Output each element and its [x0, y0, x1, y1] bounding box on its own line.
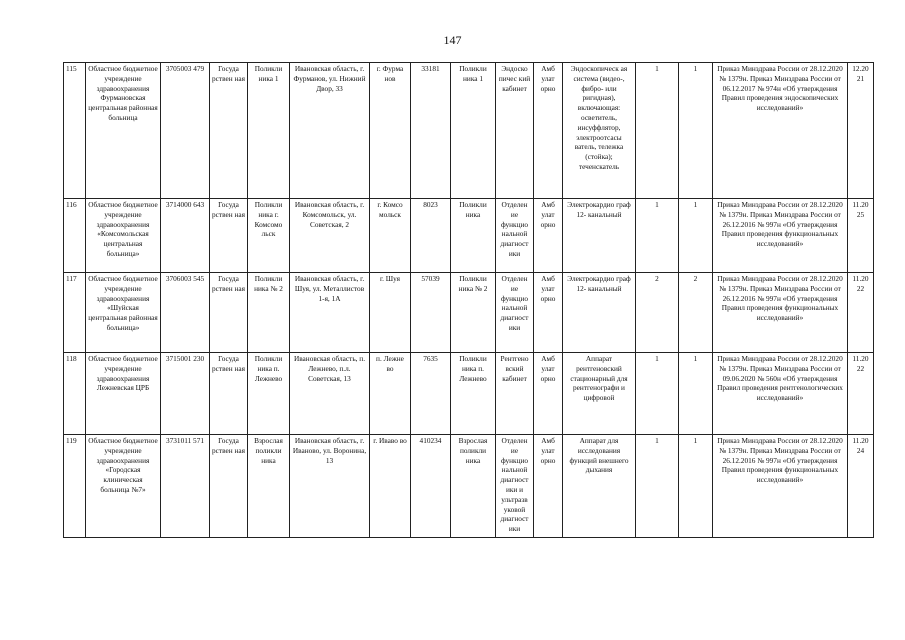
- department-name: Взрослая поликли ника: [248, 435, 290, 538]
- organization-name: Областное бюджетное учреждение здравоохранения Лежневская ЦРБ: [86, 353, 161, 435]
- quantity-1: 1: [636, 353, 679, 435]
- ownership-form: Госуда рствен ная: [210, 353, 248, 435]
- department-name: Поликли ника № 2: [248, 273, 290, 353]
- index-code: 410234: [411, 435, 451, 538]
- department-name: Поликли ника 1: [248, 63, 290, 199]
- page-number: 147: [443, 33, 462, 47]
- unit-name: Взрослая поликли ника: [451, 435, 496, 538]
- row-number: 119: [64, 435, 86, 538]
- order-reference: Приказ Минздрава России от 28.12.2020 № 1379н. Приказ Минздрава России от 06.12.2017 № 974н «Об утверждения Правил проведения эндоскопических исследований»: [713, 63, 848, 199]
- department-name: Поликли ника г. Комсомо льск: [248, 199, 290, 273]
- quantity-1: 1: [636, 199, 679, 273]
- row-number: 118: [64, 353, 86, 435]
- quantity-2: 1: [679, 435, 713, 538]
- date: 11.20 22: [848, 353, 874, 435]
- table-row: [64, 273, 874, 353]
- city: п. Лежне во: [370, 353, 411, 435]
- index-code: 33181: [411, 63, 451, 199]
- city: г. Иваво во: [370, 435, 411, 538]
- equipment-name: Аппарат рентгеновский стационарный для рентгенографи и цифровой: [563, 353, 636, 435]
- quantity-1: 2: [636, 273, 679, 353]
- quantity-2: 1: [679, 199, 713, 273]
- cabinet-name: Рентгено вский кабинет: [496, 353, 534, 435]
- organization-code: 3715001 230: [161, 353, 210, 435]
- index-code: 57039: [411, 273, 451, 353]
- row-number: 116: [64, 199, 86, 273]
- date: 12.20 21: [848, 63, 874, 199]
- index-code: 8023: [411, 199, 451, 273]
- date: 11.20 22: [848, 273, 874, 353]
- organization-code: 3705003 479: [161, 63, 210, 199]
- cabinet-name: Отделен ие функцио нальной диагност ики: [496, 199, 534, 273]
- row-number: 115: [64, 63, 86, 199]
- table-row: [64, 435, 874, 538]
- city: г. Шуя: [370, 273, 411, 353]
- table-row: [64, 63, 874, 199]
- address: Ивановская область, п. Лежнево, п.л. Советская, 13: [290, 353, 370, 435]
- address: Ивановская область, г. Комсомольск, ул. Советская, 2: [290, 199, 370, 273]
- organization-name: Областное бюджетное учреждение здравоохранения «Комсомольская центральная больница»: [86, 199, 161, 273]
- organization-code: 3706003 545: [161, 273, 210, 353]
- table-row: [64, 353, 874, 435]
- quantity-1: 1: [636, 63, 679, 199]
- cabinet-name: Отделен ие функцио нальной диагност ики и ультразв уковой диагност ики: [496, 435, 534, 538]
- department-name: Поликли ника п. Лежнево: [248, 353, 290, 435]
- unit-name: Поликли ника № 2: [451, 273, 496, 353]
- equipment-registry-table: [63, 62, 874, 538]
- organization-code: 3731011 571: [161, 435, 210, 538]
- cabinet-name: Отделен ие функцио нальной диагност ики: [496, 273, 534, 353]
- organization-name: Областное бюджетное учреждение здравоохранения Фурмановская центральная районная больница: [86, 63, 161, 199]
- row-number: 117: [64, 273, 86, 353]
- unit-name: Поликли ника п. Лежнево: [451, 353, 496, 435]
- order-reference: Приказ Минздрава России от 28.12.2020 № 1379н. Приказ Минздрава России от 26.12.2016 № 997н «Об утверждения Правил проведения функциональных исследований»: [713, 435, 848, 538]
- index-code: 7635: [411, 353, 451, 435]
- address: Ивановская область, г. Иваново, ул. Воронина, 13: [290, 435, 370, 538]
- care-type: Амб улат орно: [534, 273, 563, 353]
- organization-name: Областное бюджетное учреждение здравоохранения «Шуйская центральная районная больница»: [86, 273, 161, 353]
- unit-name: Поликли ника: [451, 199, 496, 273]
- ownership-form: Госуда рствен ная: [210, 63, 248, 199]
- equipment-name: Эндоскопическ ая система (видео-, фибро- или ригидная), включающая: осветитель, инсуффлятор, электроотсасы ватель, тележка (стойка); теченскатель: [563, 63, 636, 199]
- ownership-form: Госуда рствен ная: [210, 435, 248, 538]
- address: Ивановская область, г. Фурманов, ул. Нижний Двор, 33: [290, 63, 370, 199]
- equipment-name: Электрокардио граф 12- канальный: [563, 273, 636, 353]
- address: Ивановская область, г. Шуя, ул. Металлистов 1-я, 1А: [290, 273, 370, 353]
- organization-code: 3714000 643: [161, 199, 210, 273]
- quantity-2: 1: [679, 63, 713, 199]
- equipment-name: Аппарат для исследования функций внешнего дыхания: [563, 435, 636, 538]
- date: 11.20 24: [848, 435, 874, 538]
- order-reference: Приказ Минздрава России от 28.12.2020 № 1379н. Приказ Минздрава России от 09.06.2020 № 560н «Об утверждения Правил проведения рентгенологических исследований»: [713, 353, 848, 435]
- quantity-2: 2: [679, 273, 713, 353]
- quantity-2: 1: [679, 353, 713, 435]
- ownership-form: Госуда рствен ная: [210, 199, 248, 273]
- order-reference: Приказ Минздрава России от 28.12.2020 № 1379н. Приказ Минздрава России от 26.12.2016 № 997н «Об утверждения Правил проведения функциональных исследований»: [713, 199, 848, 273]
- cabinet-name: Эндоско пичес кий кабинет: [496, 63, 534, 199]
- order-reference: Приказ Минздрава России от 28.12.2020 № 1379н. Приказ Минздрава России от 26.12.2016 № 997н «Об утверждения Правил проведения функциональных исследований»: [713, 273, 848, 353]
- quantity-1: 1: [636, 435, 679, 538]
- city: г. Комсо мольск: [370, 199, 411, 273]
- city: г. Фурма нов: [370, 63, 411, 199]
- date: 11.20 25: [848, 199, 874, 273]
- care-type: Амб улат орно: [534, 199, 563, 273]
- care-type: Амб улат орно: [534, 435, 563, 538]
- care-type: Амб улат орно: [534, 63, 563, 199]
- organization-name: Областное бюджетное учреждение здравоохранения «Городская клиническая больница №7»: [86, 435, 161, 538]
- equipment-name: Электрокардио граф 12- канальный: [563, 199, 636, 273]
- table-row: [64, 199, 874, 273]
- care-type: Амб улат орно: [534, 353, 563, 435]
- unit-name: Поликли ника 1: [451, 63, 496, 199]
- ownership-form: Госуда рствен ная: [210, 273, 248, 353]
